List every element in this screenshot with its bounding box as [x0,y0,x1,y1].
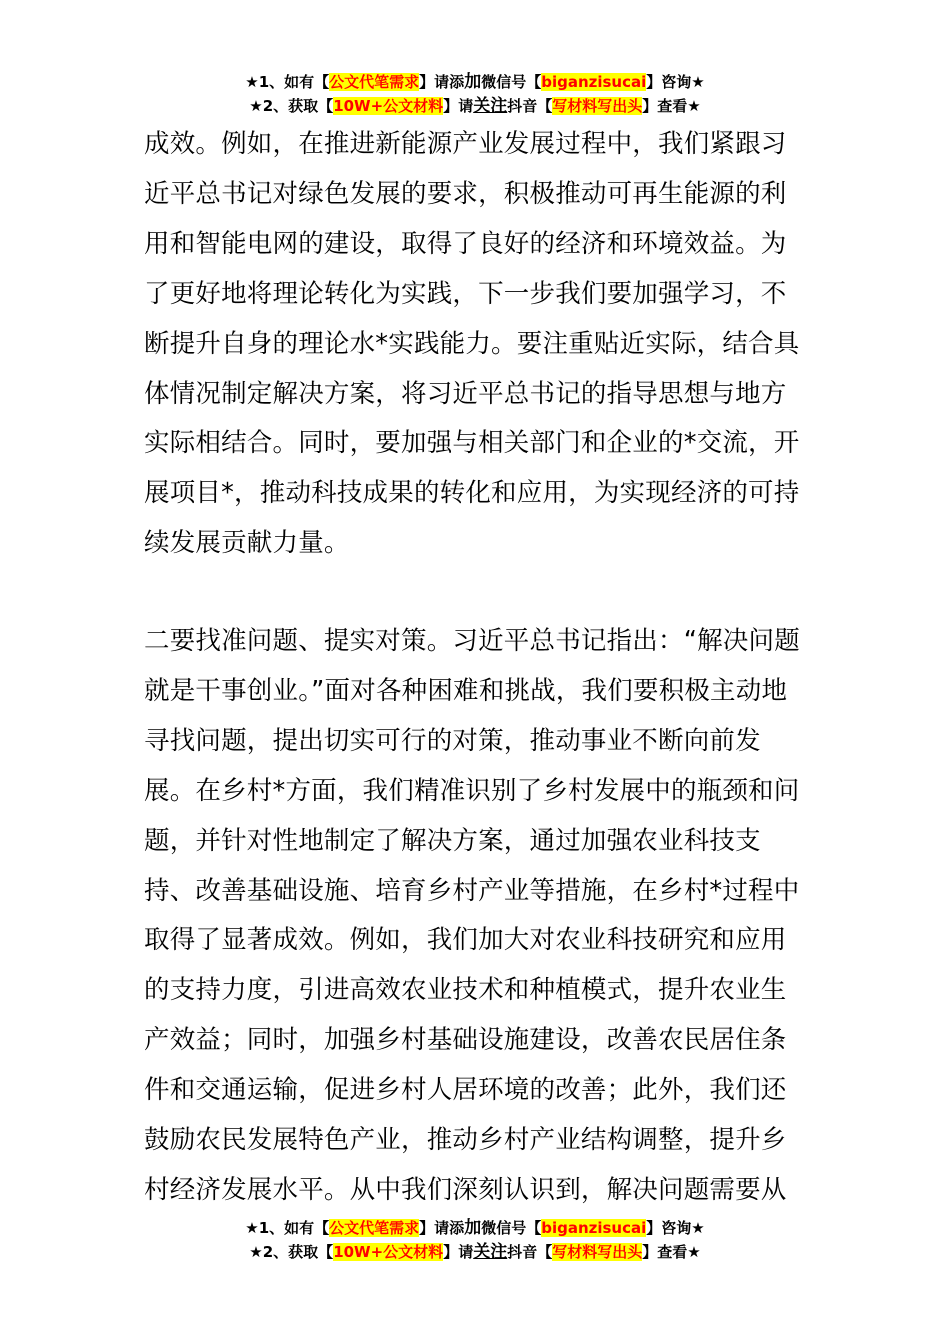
banner-text: 微信号【 [481,1219,542,1237]
paragraph: 成效。例如，在推进新能源产业发展过程中，我们紧跟习近平总书记对绿色发展的要求，积极推动可再生能源的利用和智能电网的建设，取得了良好的经济和环境效益。为了更好地将理论转化为实践，下一步我们要加强学习，不断提升自身的理论水*实践能力。要注重贴近实际，结合具体情况制定解决方案，将习近平总书记的指导思想与地方实际相结合。同时，要加强与相关部门和企业的*交流，开展项目*，推动科技成果的转化和应用，为实现经济的可持续发展贡献力量。 [144,129,800,559]
banner-text: 】查看★ [642,1243,701,1261]
banner-text: 】请 [443,1243,474,1261]
banner-line-1 [0,70,950,94]
banner-text: ★2、获取【 [249,97,334,115]
banner-text: 抖音【 [507,1243,553,1261]
banner-wechat-id: biganzisucai [541,73,647,91]
banner-text: 抖音【 [507,97,553,115]
banner-line-2 [0,94,950,118]
banner-text: 加 [464,1218,482,1238]
banner-text: ★1、如有【 [245,1219,330,1237]
paragraph: 二要找准问题、提实对策。习近平总书记指出：“解决问题就是干事创业。”面对各种困难和挑战，我们要积极主动地寻找问题，提出切实可行的对策，推动事业不断向前发展。在乡村*方面，我们精准识别了乡村发展中的瓶颈和问题，并针对性地制定了解决方案，通过加强农业科技支持、改善基础设施、培育乡村产业等措施，在乡村*过程中取得了显著成效。例如，我们加大对农业科技研究和应用的支持力度，引进高效农业技术和种植模式，提升农业生产效益；同时，加强乡村基础设施建设，改善农民居住条件和交通运输，促进乡村人居环境的改善；此外，我们还鼓励农民发展特色产业，推动乡村产业结构调整，提升乡村经济发展水平。从中我们深刻认识到，解决问题需要从 [144,626,800,1205]
banner-text: 】查看★ [642,97,701,115]
banner-text: 关注 [473,1242,508,1262]
banner-text: ★1、如有【 [245,73,330,91]
banner-text: 】请添 [419,73,465,91]
banner-wechat-id: biganzisucai [541,1219,647,1237]
banner-text: 加 [464,72,482,92]
banner-text: 关注 [473,96,508,116]
document-body [144,617,808,1216]
banner-text: ★2、获取【 [249,1243,334,1261]
banner-highlight: 公文代笔需求 [329,73,420,91]
banner-text: 】请 [443,97,474,115]
header-banner [0,70,950,118]
footer-banner [0,1216,950,1264]
banner-text: 】咨询★ [646,1219,705,1237]
banner-douyin-id: 写材料写出头 [552,97,643,115]
document-body [144,120,808,569]
banner-line-1 [0,1216,950,1240]
banner-highlight: 10W+公文材料 [333,1243,444,1261]
banner-line-2 [0,1240,950,1264]
banner-text: 】咨询★ [646,73,705,91]
banner-douyin-id: 写材料写出头 [552,1243,643,1261]
banner-highlight: 10W+公文材料 [333,97,444,115]
banner-highlight: 公文代笔需求 [329,1219,420,1237]
banner-text: 】请添 [419,1219,465,1237]
banner-text: 微信号【 [481,73,542,91]
